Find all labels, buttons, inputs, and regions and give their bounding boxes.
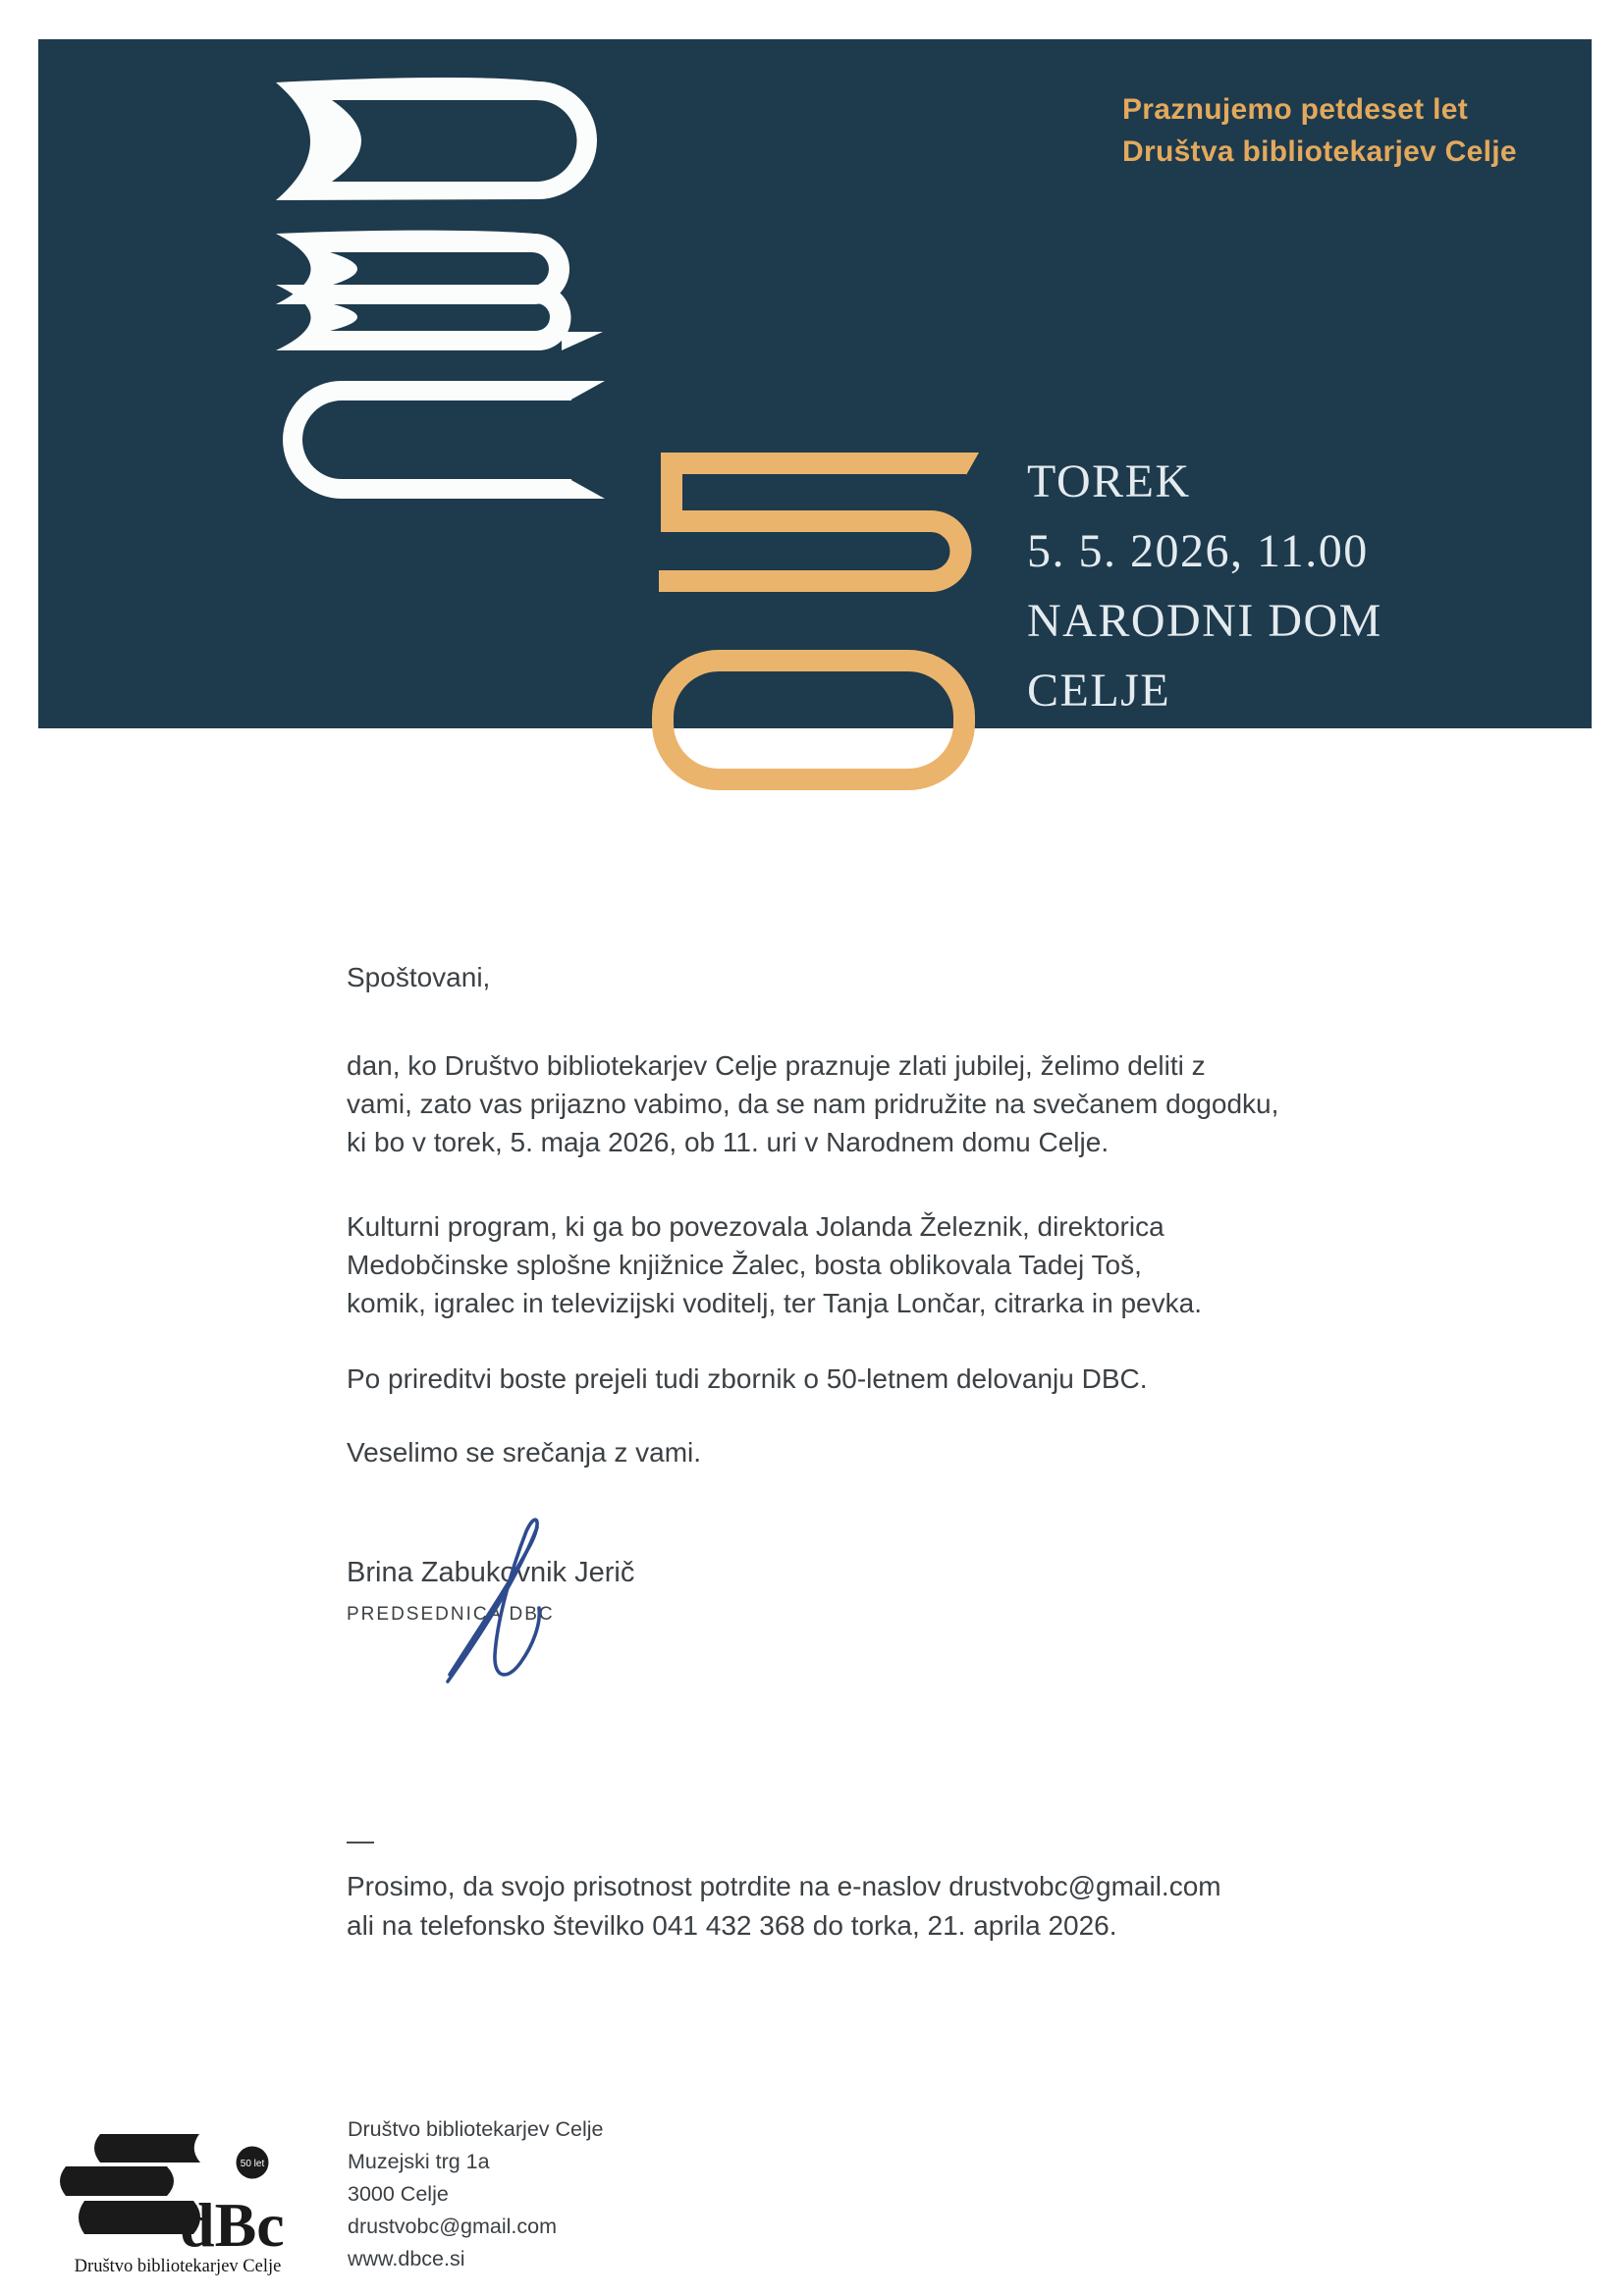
tagline: [1122, 88, 1517, 173]
paragraph-2: [347, 1207, 1202, 1322]
rsvp-line1: Prosimo, da svojo prisotnost potrdite na e-naslov drustvobc@gmail.com: [347, 1871, 1221, 1901]
salutation: Spoštovani,: [347, 962, 491, 992]
dbc-books-logo-icon: [265, 69, 619, 520]
event-weekday: TOREK: [1027, 455, 1191, 507]
event-venue-line2: CELJE: [1027, 665, 1171, 717]
signer-name: Brina Zabukovnik Jerič: [347, 1557, 635, 1588]
event-details: [1027, 447, 1382, 725]
rsvp-line2: ali na telefonsko številko 041 432 368 do torka, 21. aprila 2026.: [347, 1910, 1117, 1941]
section-divider-dash: —: [347, 1825, 374, 1855]
address-street: Muzejski trg 1a: [348, 2150, 490, 2173]
paragraph-4: Veselimo se srečanja z vami.: [347, 1437, 702, 1468]
anniversary-50-icon: [638, 437, 992, 810]
event-datetime: 5. 5. 2026, 11.00: [1027, 525, 1369, 577]
paragraph-2-line1: Kulturni program, ki ga bo povezovala Jolanda Železnik, direktorica: [347, 1211, 1164, 1242]
address-website: www.dbce.si: [348, 2247, 465, 2270]
address-email: drustvobc@gmail.com: [348, 2215, 558, 2238]
paragraph-1-line2: vami, zato vas prijazno vabimo, da se nam pridružite na svečanem dogodku,: [347, 1089, 1279, 1119]
address-org: Društvo bibliotekarjev Celje: [348, 2117, 604, 2141]
event-venue-line1: NARODNI DOM: [1027, 595, 1382, 647]
tagline-line1: Praznujemo petdeset let: [1122, 93, 1468, 126]
fifty-years-badge-label: 50 let: [240, 2159, 265, 2169]
rsvp-note: [347, 1867, 1221, 1946]
paragraph-1-line1: dan, ko Društvo bibliotekarjev Celje praznuje zlati jubilej, želimo deliti z: [347, 1050, 1206, 1081]
footer-logo: [39, 2120, 304, 2258]
paragraph-3: Po prireditvi boste prejeli tudi zbornik o 50-letnem delovanju DBC.: [347, 1363, 1148, 1394]
address-city: 3000 Celje: [348, 2182, 449, 2206]
paragraph-1: [347, 1046, 1278, 1161]
signer-title: PREDSEDNICA DBC: [347, 1604, 555, 1625]
footer-address: [348, 2113, 604, 2275]
footer-logo-caption: Društvo bibliotekarjev Celje: [74, 2257, 282, 2276]
tagline-line2: Društva bibliotekarjev Celje: [1122, 135, 1517, 168]
footer-logo-wordmark: dBc: [180, 2190, 285, 2258]
paragraph-2-line3: komik, igralec in televizijski voditelj, ter Tanja Lončar, citrarka in pevka.: [347, 1288, 1202, 1318]
paragraph-1-line3: ki bo v torek, 5. maja 2026, ob 11. uri v Narodnem domu Celje.: [347, 1127, 1110, 1157]
signature-icon: [422, 1497, 569, 1698]
paragraph-2-line2: Medobčinske splošne knjižnice Žalec, bosta oblikovala Tadej Toš,: [347, 1250, 1142, 1280]
